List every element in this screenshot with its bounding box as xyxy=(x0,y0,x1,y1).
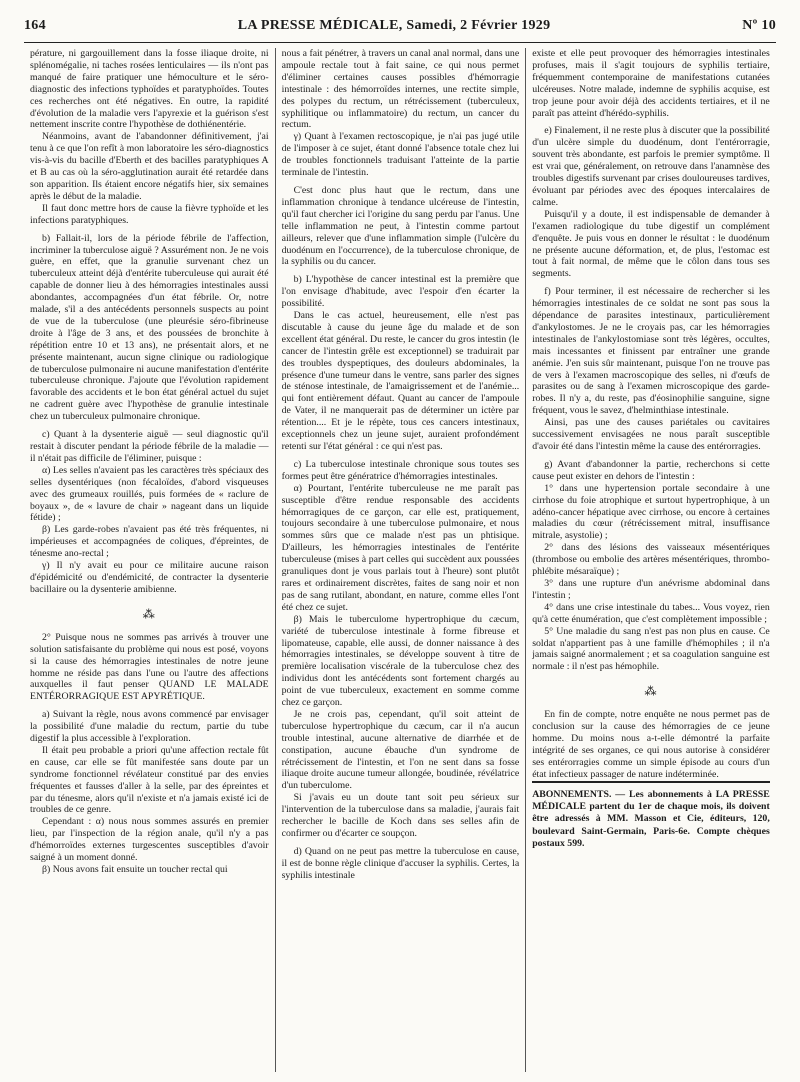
paragraph: f) Pour terminer, il est nécessaire de rechercher si les hémorragies intestinales de ce soldat ne sont pas sous la dépendance de parasites intestinaux, particulièrement d'ankylostomes. Je ne le croyais pas, car les hémorragies intestinales de l'ankylostomiase sont très légères, occultes, mais incessantes et finissent par entraîner une grande anémie. J'en suis sûr maintenant, puisque l'on ne trouve pas de vers à l'examen macroscopique des selles, ni d'œufs de parasites ou de sang à l'examen microscopique des garde-robes. Il n'y a, du reste, pas d'éosinophilie sanguine, signe fréquent, vous le savez, d'helminthiase intestinale. xyxy=(532,286,770,417)
paragraph: En fin de compte, notre enquête ne nous permet pas de conclusion sur la cause des hémorragies de ce jeune homme. Du moins nous a-t-elle démontré la parfaite intégrité de ses organes, ce qui nous autorise à considérer ses entérorragies comme un simple épisode au cours d'un état infectieux passager de nature indéterminée. xyxy=(532,709,770,780)
column-2 xyxy=(275,48,526,1072)
paragraph: γ) Quant à l'examen rectoscopique, je n'ai pas jugé utile de l'imposer à ce sujet, étant donné l'absence totale chez lui de troubles fonctionnels traduisant l'atteinte de la partie terminale de l'intestin. xyxy=(281,131,520,179)
page-number: 164 xyxy=(24,18,46,33)
paragraph: Je ne crois pas, cependant, qu'il soit atteint de tuberculose hypertrophique du cæcum, car il n'a aucun trouble intestinal, aucune alternative de diarrhée et de constipation, aucune ébauche d'un syndrome de rétrécissement de l'intestin, et l'on ne sent dans sa fosse iliaque droite aucune tumeur allongée, boudinée, révélatrice d'un tuberculome. xyxy=(281,708,520,792)
paragraph: Néanmoins, avant de l'abandonner définitivement, j'ai tenu à ce que l'on refît à mon laboratoire les séro-diagnostics vis-à-vis du bacille d'Eberth et des bacilles paratyphiques A et B au cas où la séro-agglutination aurait été retardée dans son apparition. Ils étaient encore négatifs hier, six semaines après le début de la maladie. xyxy=(30,131,269,202)
paragraph: g) Avant d'abandonner la partie, recherchons si cette cause peut exister en dehors de l'intestin : xyxy=(532,458,770,482)
paragraph: 1° dans une hypertension portale secondaire à une cirrhose du foie atrophique et surtout hypertrophique, à un adéno-cancer hépatique avec cirrhose, ou encore à certaines maladies du cœur (rétrécissement mitral, insuffisance mitrale, asystolie) ; xyxy=(532,482,770,542)
text-columns xyxy=(24,48,776,1072)
issue-number: Nº 10 xyxy=(742,18,776,33)
paragraph: 2° dans des lésions des vaisseaux mésentériques (thrombose ou embolie des artères mésentériques, thrombo-phlébite mésaraïque) ; xyxy=(532,542,770,578)
paragraph: Puisqu'il y a doute, il est indispensable de demander à l'examen radiologique du tube digestif un complément d'enquête. Je puis vous en donner le résultat : le duodénum ne présente aucune déformation, et, de plus, l'estomac est tout à fait normal, de même que le côlon dans tous ses segments. xyxy=(532,208,770,280)
paragraph: γ) Il n'y avait eu pour ce militaire aucune raison d'épidémicité ou d'endémicité, de contracter la dysenterie bacillaire ou la dysenterie amibienne. xyxy=(30,560,269,595)
paragraph: d) Quand on ne peut pas mettre la tuberculose en cause, il est de bonne règle clinique d'accuser la syphilis. Certes, la syphilis intestinale xyxy=(281,845,520,881)
paragraph: pérature, ni gargouillement dans la fosse iliaque droite, ni splénomégalie, ni taches rosées lenticulaires — ils n'ont pas manqué de faire pratiquer une hémoculture et le séro-diagnostic des infections typhoïdes et paratyphoïdes. Toutes ces recherches ont été négatives. En outre, la rapidité d'évolution de la maladie vers l'apyrexie et la guérison s'est nettement inscrite contre l'hypothèse de dothiénentérie. xyxy=(30,48,269,131)
page-header xyxy=(24,18,776,43)
paragraph: c) Quant à la dysenterie aiguë — seul diagnostic qu'il restait à discuter pendant la période fébrile de la maladie — il n'était pas difficile de l'éliminer, puisque : xyxy=(30,429,269,464)
paragraph: existe et elle peut provoquer des hémorragies intestinales profuses, mais il s'agit toujours de syphilis tertiaire, fréquemment contemporaine de manifestations cutanées ulcéreuses. Notre malade, indemne de syphilis acquise, est trop jeune pour avoir déjà des accidents tertiaires, et il ne paraît pas atteint d'hérédo-syphilis. xyxy=(532,48,770,119)
paragraph: Cependant : α) nous nous sommes assurés en premier lieu, par l'inspection de la région anale, qu'il n'y a pas d'hémorroïdes externes turgescentes susceptibles d'avoir saigné à un moment donné. xyxy=(30,816,269,864)
paragraph: nous a fait pénétrer, à travers un canal anal normal, dans une ampoule rectale tout à fait saine, ce qui nous permet d'éliminer certaines causes possibles d'hémorragie intestinale : des hémorroïdes internes, une rectite simple, des polypes du rectum, un rétrécissement (tuberculeux, syphilitique ou inflammatoire) du rectum, un cancer du rectum. xyxy=(281,48,520,131)
paragraph: e) Finalement, il ne reste plus à discuter que la possibilité d'un ulcère simple du duodénum, dont l'entérorragie, souvent très abondante, est parfois le premier symptôme. Il est vrai que, généralement, on retrouve dans l'anamnèse des troubles digestifs survenant par crises douloureuses tardives, évoluant par périodes avec des époques intercalaires de calme. xyxy=(532,125,770,208)
paragraph: α) Pourtant, l'entérite tuberculeuse ne me paraît pas susceptible d'être rendue responsable des accidents hémorragiques de ce garçon, car elle est, pratiquement, toujours secondaire à une tuberculose pulmonaire, et nous sommes sûrs que ce malade n'est pas un phtisique. D'ailleurs, les hémorragies intestinales de l'entérite tuberculeuse (mises à part celles qui succèdent aux poussées granuliques dont je vous parlais tout à l'heure) sont plutôt rares et ordinairement discrètes, faites de sang noir et non pas de sang rutilant, abondant, en nature, comme elles l'ont été chez ce sujet. xyxy=(281,482,520,613)
paragraph: 4° dans une crise intestinale du tabes... Vous voyez, rien qu'à cette énumération, que c'est complètement impossible ; xyxy=(532,601,770,625)
paragraph: b) Fallait-il, lors de la période fébrile de l'affection, incriminer la tuberculose aiguë ? Assurément non. Je ne vois guère, en effet, que la granulie survenant chez un tuberculeux atteint déjà d'entérite tuberculeuse qui aurait été capable de donner lieu à des hémorragies intestinales aussi abondantes, accompagnées d'un état fébrile. Or, notre malade, s'il a des antécédents personnels suspects au point de vue de la tuberculose (une pleurésie séro-fibrineuse droite à l'âge de 3 ans, et des poussées de bronchite à répétition entre 10 et 13 ans), ne présentait alors, et ne présente maintenant, aucun signe clinique ou radiologique de tuberculose pulmonaire ni aucune manifestation d'entérite tuberculeuse chronique. J'ajoute que l'évolution rapidement favorable des accidents et le bon état général actuel du sujet ne cadrent guère avec l'hypothèse de granulie intestinale chez un tuberculeux pulmonaire chronique. xyxy=(30,232,269,423)
paragraph: Ainsi, pas une des causes pariétales ou cavitaires successivement envisagées ne nous paraît susceptible d'avoir été dans l'intestin même la cause des entérorragies. xyxy=(532,417,770,452)
paragraph: β) Les garde-robes n'avaient pas été très fréquentes, ni impérieuses et accompagnées de coliques, d'épreintes, de ténesme ano-rectal ; xyxy=(30,524,269,560)
section-separator: ⁂ xyxy=(142,606,156,621)
paragraph: Dans le cas actuel, heureusement, elle n'est pas discutable à cause du jeune âge du malade et de son excellent état général. Du reste, le cancer du gros intestin (le cancer de l'intestin grêle est exceptionnel) se traduirait par des troubles dyspeptiques, des douleurs abdominales, la présence d'une tumeur dans le ventre, sans parler des signes de sténose intestinale, de l'amaigrissement et de l'anémie... qui font entièrement défaut. Quant au cancer de l'ampoule de Vater, il ne manquerait pas de déterminer un ictère par rétention.... Et je le répète, tous ces cancers intestinaux, exceptionnels chez un jeune sujet, auraient profondément retenti sur l'état général : ce qui n'est pas. xyxy=(281,310,520,452)
paragraph: 3° dans une rupture d'un anévrisme abdominal dans l'intestin ; xyxy=(532,577,770,601)
section-separator: ⁂ xyxy=(644,684,658,699)
paragraph: β) Mais le tuberculome hypertrophique du cæcum, variété de tuberculose intestinale à forme fibreuse et lipomateuse, capable, elle aussi, de donner naissance à des hémorragies intestinales, se développe souvent à titre de première localisation viscérale de la tuberculose chez des individus dont les antécédents sont fortement chargés au point de vue tuberculeux, exactement en somme comme chez ce garçon. xyxy=(281,613,520,709)
column-1 xyxy=(24,48,275,1072)
paragraph: β) Nous avons fait ensuite un toucher rectal qui xyxy=(42,864,228,875)
paragraph: α) Les selles n'avaient pas les caractères très spéciaux des selles dysentériques (non fécaloïdes, d'abord visqueuses avec des grumeaux rouillés, puis formées de « raclure de boyaux », de « lavure de chair » nageant dans un liquide fétide) ; xyxy=(30,464,269,524)
paragraph: a) Suivant la règle, nous avons commencé par envisager la possibilité d'une maladie du rectum, partie du tube digestif la plus accessible à l'exploration. xyxy=(30,709,269,745)
paragraph: Si j'avais eu un doute tant soit peu sérieux sur l'intervention de la tuberculose dans sa maladie, j'aurais fait rechercher le bacille de Koch dans ses selles afin de confirmer ou d'écarter ce soupçon. xyxy=(281,792,520,839)
paragraph: 5° Une maladie du sang n'est pas non plus en cause. Ce soldat n'appartient pas à une famille d'hémophiles ; il n'a jamais saigné anormalement ; et sa coagulation sanguine est normale : il n'est pas hémophile. xyxy=(532,625,770,673)
paragraph: C'est donc plus haut que le rectum, dans une inflammation chronique à tendance ulcéreuse de l'intestin, qu'il faut chercher ici l'origine du sang perdu par l'anus. Une telle inflammation ne peut, à l'intestin comme partout ailleurs, relever que d'une inflammation simple (l'ulcère du duodénum en l'occurrence), de la tuberculose chronique, de la syphilis ou du cancer. xyxy=(281,184,520,268)
paragraph: c) La tuberculose intestinale chronique sous toutes ses formes peut être génératrice d'hémorragies intestinales. xyxy=(281,458,520,482)
paragraph: 2° Puisque nous ne sommes pas arrivés à trouver une solution satisfaisante du problème qui nous est posé, voyons si la cause des hémorragies intestinales de notre jeune homme ne réside pas dans l'une ou l'autre des affections auxquelles il faut penser QUAND LE MALADE ENTÉRORRAGIQUE EST APYRÉTIQUE. xyxy=(30,631,269,703)
paragraph: b) L'hypothèse de cancer intestinal est la première que l'on envisage d'habitude, avec l'espoir d'en écarter la possibilité. xyxy=(281,274,520,310)
column-3 xyxy=(525,48,776,1072)
publication-title: LA PRESSE MÉDICALE, Samedi, 2 Février 1929 xyxy=(237,18,551,33)
paragraph: Il faut donc mettre hors de cause la fièvre typhoïde et les infections paratyphiques. xyxy=(30,202,269,226)
paragraph: Il était peu probable a priori qu'une affection rectale fût en cause, car elle se fût manifestée sans doute par un syndrome fonctionnel révélateur constitué par des envies fréquentes et fausses d'aller à la selle, par des épreintes et par du ténesme, alors qu'il n'existe et n'a jamais existé ici de troubles de ce genre. xyxy=(30,744,269,816)
subscription-notice: ABONNEMENTS. — Les abonnements à LA PRESSE MÉDICALE partent du 1er de chaque mois, ils doivent être adressés à MM. Masson et Cie, éditeurs, 120, boulevard Saint-Germain, Paris-6e. Compte chèques postaux 599. xyxy=(532,781,770,851)
